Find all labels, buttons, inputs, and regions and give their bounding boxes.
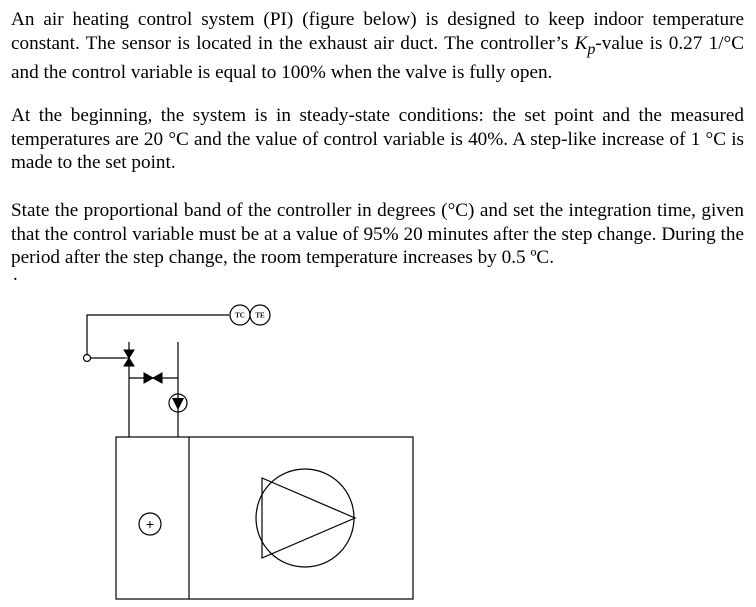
fan-impeller-triangle [262,478,355,558]
intro-text-part2: -value is 0.27 1/°C and the control variable is equal to 100% when the valve is fully open. [11,32,744,83]
paragraph-question: State the proportional band of the controller in degrees (°C) and set the integration time, given that the control variable must be at a value of 95% 20 minutes after the step change. During the period after the step change, the room temperature increases by 0.5 ºC. [11,200,744,268]
intro-text-part1: An air heating control system (PI) (figure below) is designed to keep indoor temperature constant. The sensor is located in the exhaust air duct. The controller’s [11,9,744,54]
kp-subscript: p [587,40,596,58]
paragraph-initial-conditions: At the beginning, the system is in steady-state conditions: the set point and the measured temperatures are 20 °C and the value of control variable is 40%. A step-like increase of 1 °C is made to the set point. [11,105,744,173]
three-way-valve-icon [124,350,134,366]
fan-casing [256,469,354,567]
controller-tag-label: TC [235,311,245,320]
sensor-tag-label: TE [255,311,265,320]
bypass-valve-icon [144,373,162,383]
stray-dot: . [13,264,18,285]
kp-symbol: K [574,32,588,54]
heater-plus-sign: + [145,516,155,532]
valve-actuator-node [84,355,91,362]
air-handling-unit [116,437,413,599]
pump-triangle-icon [172,398,184,410]
signal-line [87,315,229,358]
